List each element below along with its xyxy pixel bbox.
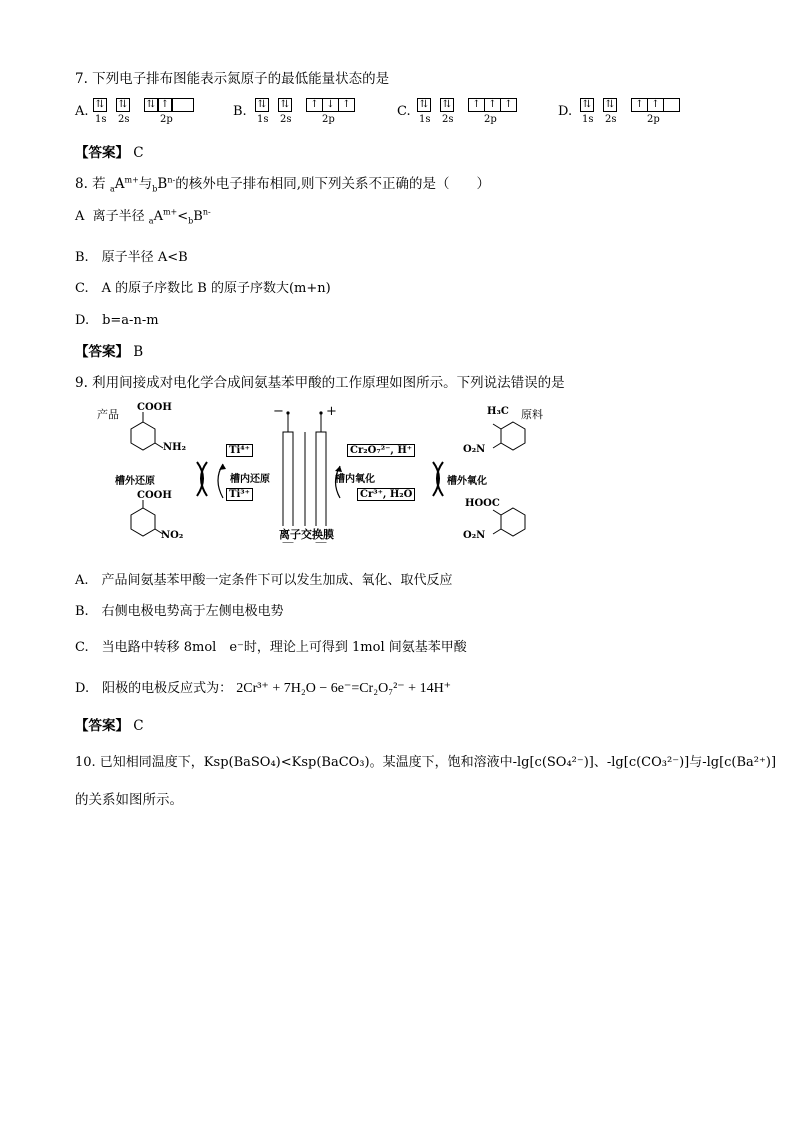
orbital-2p-3: ↑ — [500, 98, 517, 112]
q8-answer — [75, 340, 143, 360]
q10-stem-line1: 10. 已知相同温度下，Ksp(BaSO₄)<Ksp(BaCO₃)。某温度下，饱和溶液中-lg[c(SO₄²⁻)]、-lg[c(CO₃²⁻)]与-lg[c(Ba²⁺)] — [75, 755, 777, 770]
q9-option-a: A. 产品间氨基苯甲酸一定条件下可以发生加成、氧化、取代反应 — [75, 573, 453, 588]
q9-answer — [75, 714, 144, 734]
outer-oxidation-label: 槽外氧化 — [447, 476, 487, 487]
orbital-2s: ⇅ — [278, 98, 292, 112]
orbital-2s: ⇅ — [116, 98, 130, 112]
option-letter: A — [75, 209, 85, 224]
orbital-1s: ⇅ — [417, 98, 431, 112]
sub-a: a — [148, 216, 154, 226]
orbital-1s: ⇅ — [93, 98, 107, 112]
sub-b: b — [188, 216, 194, 226]
answer-label: 【答案】 — [75, 344, 129, 360]
q10-stem-line2: 的关系如图所示。 — [75, 792, 183, 808]
o2n-label-2: O₂N — [463, 530, 486, 541]
anode-sign: + — [326, 404, 337, 419]
option-d-label: D. 阳极的电极反应式为： — [75, 681, 233, 696]
orbital-2p-1: ⇅ — [144, 98, 158, 112]
orbital-2p-3: ↑ — [338, 98, 355, 112]
raw-material-label: 原料 — [521, 408, 543, 421]
charge-m: m+ — [162, 207, 178, 217]
q8-stem-part: 8. 若 — [75, 176, 110, 192]
orbital-2p-1: ↑ — [306, 98, 323, 112]
q9-option-d — [75, 677, 451, 697]
label-1s: 1s — [95, 114, 107, 125]
nh2-label: NH₂ — [163, 442, 186, 453]
q8-stem — [75, 172, 490, 192]
ti3-label: Ti³⁺ — [226, 488, 253, 501]
q9-stem: 9. 利用间接成对电化学合成间氨基苯甲酸的工作原理如图所示。下列说法错误的是 — [75, 375, 565, 391]
q8-ion2-charge: n- — [167, 175, 176, 185]
label-1s: 1s — [419, 114, 431, 125]
answer-value: B — [133, 344, 144, 360]
orbital-2s: ⇅ — [440, 98, 454, 112]
dichromate-label: Cr₂O₇²⁻, H⁺ — [347, 444, 415, 457]
label-2p: 2p — [647, 114, 660, 125]
inner-reduction-label: 槽内还原 — [230, 474, 270, 485]
q8-ion2: B — [157, 176, 168, 192]
cooh-label-2: COOH — [137, 490, 172, 501]
charge-n: n- — [202, 207, 211, 217]
q8-stem-end: 的核外电子排布相同,则下列关系不正确的是（ ） — [175, 176, 490, 192]
q7-options — [75, 98, 775, 128]
q9-option-b: B. 右侧电极电势高于左侧电极电势 — [75, 604, 284, 619]
q9-option-c: C. 当电路中转移 8mol e⁻时，理论上可得到 1mol 间氨基苯甲酸 — [75, 640, 467, 655]
anode-equation: 2Cr³⁺ + 7H₂O − 6e⁻=Cr₂O₇²⁻ + 14H⁺ — [236, 681, 452, 696]
cathode-sign: − — [273, 404, 284, 419]
label-2s: 2s — [280, 114, 292, 125]
orbital-2p-1: ↑ — [468, 98, 485, 112]
label-1s: 1s — [582, 114, 594, 125]
orbital-2p-2: ↑ — [647, 98, 664, 112]
label-2s: 2s — [118, 114, 130, 125]
q8-ion2-sub: b — [152, 184, 158, 194]
label-2p: 2p — [160, 114, 173, 125]
label-2s: 2s — [605, 114, 617, 125]
label-2p: 2p — [484, 114, 497, 125]
q7-answer — [75, 141, 144, 161]
q7-option-c-letter: C. — [397, 104, 411, 119]
q8-stem-mid: 与 — [138, 176, 153, 192]
orbital-2p-3 — [172, 98, 194, 112]
orbital-2p-2: ↓ — [322, 98, 339, 112]
orbital-1s: ⇅ — [580, 98, 594, 112]
q7-stem: 7. 下列电子排布图能表示氮原子的最低能量状态的是 — [75, 71, 390, 87]
answer-value: C — [133, 718, 144, 734]
answer-label: 【答案】 — [75, 718, 129, 734]
no2-label: NO₂ — [161, 530, 184, 541]
outer-reduction-label: 槽外还原 — [115, 476, 155, 487]
answer-label: 【答案】 — [75, 145, 129, 161]
q8-option-d: D. b=a-n-m — [75, 313, 159, 328]
h3c-label: H₃C — [487, 406, 509, 417]
ion-b: B — [193, 209, 203, 224]
o2n-label: O₂N — [463, 444, 486, 455]
orbital-2p-2: ↑ — [484, 98, 501, 112]
q8-ion1: A — [114, 176, 125, 192]
q8-option-b: B. 原子半径 A<B — [75, 250, 188, 265]
q8-option-a — [75, 205, 211, 224]
q8-ion1-charge: m+ — [124, 175, 139, 185]
q7-option-d-letter: D. — [558, 104, 573, 119]
answer-value: C — [133, 145, 144, 161]
orbital-1s: ⇅ — [255, 98, 269, 112]
q9-diagram — [95, 400, 565, 552]
label-2s: 2s — [442, 114, 454, 125]
q7-option-a-letter: A. — [75, 104, 89, 119]
cooh-label: COOH — [137, 402, 172, 413]
orbital-2p-2: ↑ — [158, 98, 172, 112]
label-2p: 2p — [322, 114, 335, 125]
ion-a: A — [153, 209, 163, 224]
product-label: 产品 — [97, 408, 119, 421]
less-than: < — [177, 209, 189, 224]
q8-ion1-sub: a — [109, 184, 115, 194]
orbital-2s: ⇅ — [603, 98, 617, 112]
ti4-label: Ti⁴⁺ — [226, 444, 253, 457]
orbital-2p-3 — [663, 98, 680, 112]
chromium-label: Cr³⁺, H₂O — [357, 488, 415, 501]
label-1s: 1s — [257, 114, 269, 125]
q7-option-b-letter: B. — [233, 104, 247, 119]
q8-option-c: C. A 的原子序数比 B 的原子序数大(m+n) — [75, 281, 331, 296]
option-text: 离子半径 — [92, 209, 149, 224]
membrane-label: 离子交换膜 — [279, 528, 334, 541]
inner-oxidation-label: 槽内氧化 — [335, 474, 375, 485]
hooc-label: HOOC — [465, 498, 500, 509]
orbital-2p-1: ↑ — [631, 98, 648, 112]
